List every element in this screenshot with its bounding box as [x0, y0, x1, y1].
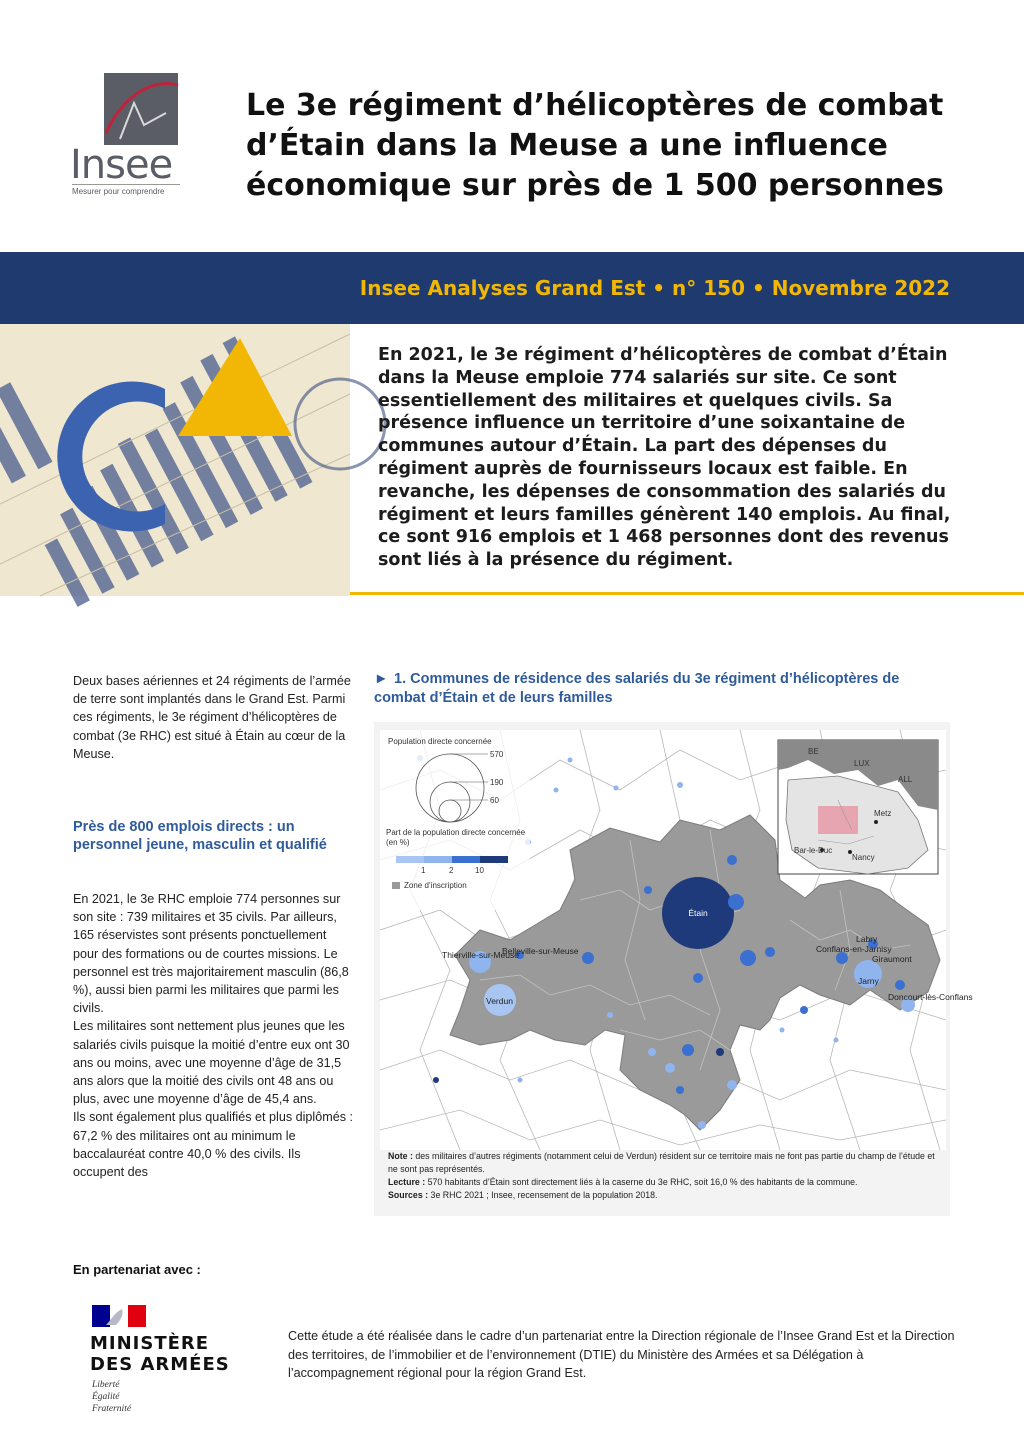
publication-reference: Insee Analyses Grand Est • n° 150 • Novembre 2022 — [359, 276, 950, 300]
figure-notes — [388, 1150, 940, 1202]
section-heading: Près de 800 emplois directs : un personnel jeune, masculin et qualifié — [73, 819, 327, 853]
body-paragraph: Ils sont également plus qualifiés et plus diplômés : 67,2 % des militaires ont au minimum le baccalauréat contre 40,0 % des civils. Ils occupent des — [73, 1110, 354, 1180]
figure-map — [374, 722, 973, 1216]
legend-color-tick: 10 — [475, 866, 484, 875]
legend-size-value: 60 — [490, 796, 499, 805]
intro-paragraph: Deux bases aériennes et 24 régiments de l’armée de terre sont implantés dans le Grand Est. Parmi ces régiments, le 3e régiment d’hélicoptères de combat (3e RHC) est situé à Étain au cœur de la Meuse. — [73, 674, 351, 761]
place-label: Conflans-en-Jarnisy — [816, 944, 892, 954]
figure-note — [388, 1150, 940, 1176]
partner-label: En partenariat avec : — [73, 1262, 201, 1277]
reading-text: 570 habitants d’Étain sont directement liés à la caserne du 3e RHC, soit 16,0 % des habitants de la commune. — [427, 1177, 858, 1187]
legend-size-title: Population directe concernée — [388, 737, 492, 746]
inset-label: LUX — [854, 759, 870, 768]
insee-logo-tagline: Mesurer pour comprendre — [72, 184, 180, 196]
place-label: Thierville-sur-Meuse — [442, 950, 519, 960]
legend-zone-label: Zone d’inscription — [404, 881, 467, 890]
place-label: Verdun — [486, 996, 513, 1006]
inset-map — [778, 740, 938, 874]
body-paragraph: Les militaires sont nettement plus jeunes que les salariés civils puisque la moitié d’entre eux ont 30 ans ou moins, avec une moyenne d’âge de 31,5 ans alors que la moitié des civils ont 48 ans ou plus, avec une moyenne d’âge de 45,4 ans. — [73, 1019, 350, 1107]
body-paragraph: En 2021, le 3e RHC emploie 774 personnes sur son site : 739 militaires et 35 civils. Par ailleurs, 165 réservistes sont présents ponctuellement pour des formations ou de courtes missions. Le personnel est très majoritairement masculin (86,8 %), aussi bien parmi les militaires que parmi les civils. — [73, 892, 349, 1016]
motto-line: Fraternité — [92, 1404, 132, 1414]
residence-map — [380, 730, 973, 1150]
sources-label: Sources : — [388, 1190, 429, 1200]
insee-logo — [68, 70, 188, 200]
ministry-name: MINISTÈRE DES ARMÉES — [90, 1333, 230, 1375]
legend-color-tick: 1 — [421, 866, 426, 875]
place-label: Jarny — [858, 976, 879, 986]
legend-color-title: Part de la population directe concernée (en %) — [386, 828, 526, 847]
ministry-logo — [90, 1305, 250, 1425]
place-label: Labry — [856, 934, 878, 944]
inset-label: ALL — [898, 775, 913, 784]
marianne-flag-icon — [92, 1305, 146, 1327]
page-title: Le 3e régiment d’hélicoptères de combat d’Étain dans la Meuse a une influence économique sur près de 1 500 personnes — [246, 88, 944, 203]
figure-title — [374, 670, 954, 708]
place-label: Belleville-sur-Meuse — [502, 946, 579, 956]
sources-text: 3e RHC 2021 ; Insee, recensement de la population 2018. — [430, 1190, 658, 1200]
place-label: Étain — [688, 908, 708, 918]
abstract-divider — [350, 592, 1024, 595]
inset-label: Nancy — [852, 853, 875, 862]
motto-line: Liberté — [92, 1380, 120, 1390]
figure-sources — [388, 1189, 940, 1202]
note-label: Note : — [388, 1151, 413, 1161]
motto-line: Égalité — [92, 1392, 120, 1402]
inset-label: BE — [808, 747, 819, 756]
note-text: des militaires d’autres régiments (notamment celui de Verdun) résident sur ce territoire mais ne font pas partie du champ de l’étude et ne sont pas représentés. — [388, 1151, 935, 1174]
cover-illustration — [0, 324, 350, 596]
ministry-motto — [92, 1379, 131, 1415]
publication-banner — [0, 252, 1024, 324]
figure-title-text: 1. Communes de résidence des salariés du 3e régiment d’hélicoptères de combat d’Étain et de leurs familles — [374, 671, 900, 706]
place-label: Giraumont — [872, 954, 912, 964]
reading-label: Lecture : — [388, 1177, 426, 1187]
legend-size-value: 570 — [490, 750, 504, 759]
legend-size-value: 190 — [490, 778, 504, 787]
abstract: En 2021, le 3e régiment d’hélicoptères de combat d’Étain dans la Meuse emploie 774 salariés sur site. Ce sont essentiellement des militaires et quelques civils. Sa présence influence un territoire d’une soixantaine de communes autour d’Étain. La part des dépenses du régiment auprès de fournisseurs locaux est faible. En revanche, les dépenses de consommation des salariés du régiment et leurs familles génèrent 140 emplois. Au final, ce sont 916 emplois et 1 468 personnes dont des revenus sont liés à la présence du régiment. — [378, 345, 951, 571]
inset-label: Bar-le-Duc — [794, 846, 833, 855]
inset-label: Metz — [874, 809, 892, 818]
legend-color-tick: 2 — [449, 866, 454, 875]
insee-logo-mark — [104, 73, 178, 145]
map-legend — [380, 730, 530, 910]
triangle-bullet-icon: ► — [374, 671, 389, 687]
insee-logo-text: Insee — [70, 142, 173, 188]
section-body — [73, 890, 353, 1181]
figure-reading — [388, 1176, 940, 1189]
place-label: Doncourt-lès-Conflans — [888, 992, 973, 1002]
partner-text: Cette étude a été réalisée dans le cadre d’un partenariat entre la Direction régionale de l’Insee Grand Est et la Direction des territoires, de l’immobilier et de l’environnement (DTIE) du Ministère des Armées et sa Délégation à l’accompagnement régional pour la région Grand Est. — [288, 1329, 955, 1380]
